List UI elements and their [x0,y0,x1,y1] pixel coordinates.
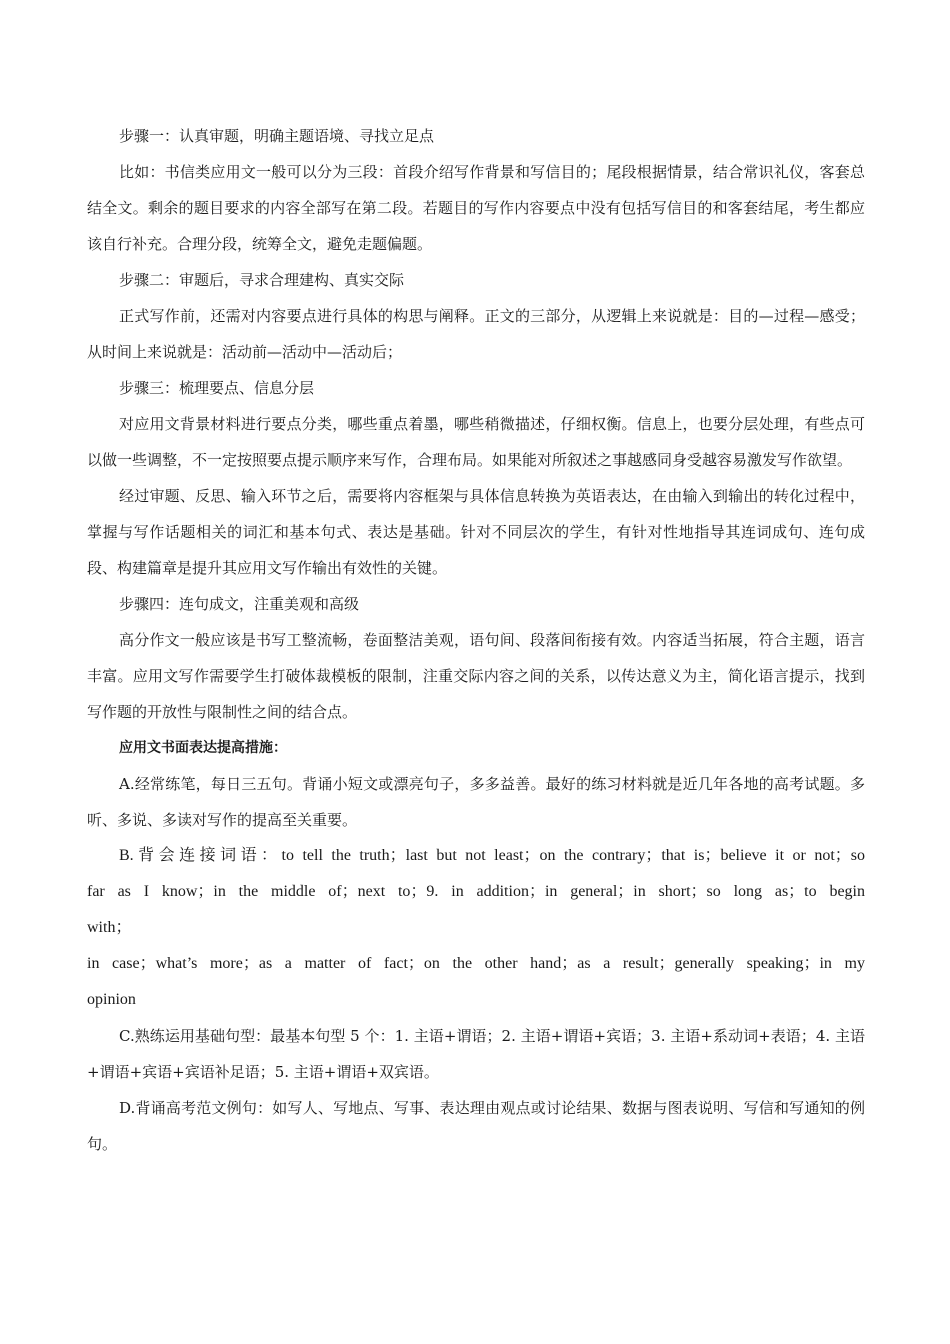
measure-b-line-5: opinion [87,991,136,1008]
step4-paragraph: 高分作文一般应该是书写工整流畅，卷面整洁美观，语句间、段落间衔接有效。内容适当拓展，符合主题，语言丰富。应用文写作需要学生打破体裁模板的限制，注重交际内容之间的关系，以传达意义为主，简化语言提示，找到写作题的开放性与限制性之间的结合点。 [87,631,865,721]
step1-prefix: 步骤一：认真审题， [119,127,255,145]
measure-b-line-3: with； [87,919,132,936]
step2-heading [87,262,865,298]
step4-prefix: 步骤四：连句成文， [119,595,255,613]
step3-heading [87,370,865,406]
step1-heading [87,118,865,154]
measures-title: 应用文书面表达提高措施： [119,740,287,756]
step4-title: 注重美观和高级 [254,595,360,613]
step2-title: 审题后，寻求合理建构、真实交际 [179,271,405,289]
step3-paragraph-2: 经过审题、反思、输入环节之后，需要将内容框架与具体信息转换为英语表达，在由输入到输出的转化过程中，掌握与写作话题相关的词汇和基本句式、表达是基础。针对不同层次的学生，有针对性地指导其连词成句、连句成段、构建篇章是提升其应用文写作输出有效性的关键。 [87,487,865,577]
step2-paragraph: 正式写作前，还需对内容要点进行具体的构思与阐释。正文的三部分，从逻辑上来说就是：目的—过程—感受；从时间上来说就是：活动前—活动中—活动后； [87,307,865,361]
step1-paragraph: 比如：书信类应用文一般可以分为三段：首段介绍写作背景和写信目的；尾段根据情景，结合常识礼仪，客套总结全文。剩余的题目要求的内容全部写在第二段。若题目的写作内容要点中没有包括写信目的和客套结尾，考生都应该自行补充。合理分段，统筹全文，避免走题偏题。 [87,163,865,253]
measure-a: A.经常练笔，每日三五句。背诵小短文或漂亮句子，多多益善。最好的练习材料就是近几年各地的高考试题。多听、多说、多读对写作的提高至关重要。 [87,775,865,829]
step3-title: 梳理要点、信息分层 [179,379,315,397]
step2-prefix: 步骤二： [119,271,180,289]
step4-heading [87,586,865,622]
measure-d: D.背诵高考范文例句：如写人、写地点、写事、表达理由观点或讨论结果、数据与图表说明、写信和写通知的例句。 [87,1099,865,1153]
document-page [87,118,865,1162]
measure-b-line-2: far as I know；in the middle of；next to；9. in addition；in general；in short；so long as；to begin [87,883,865,900]
step1-title: 明确主题语境、寻找立足点 [254,127,435,145]
measure-c: C.熟练运用基础句型：最基本句型 5 个：1. 主语+谓语；2. 主语+谓语+宾语；3. 主语+系动词+表语；4. 主语+谓语+宾语+宾语补足语；5. 主语+谓语+双宾语。 [87,1027,865,1081]
step3-paragraph-1: 对应用文背景材料进行要点分类，哪些重点着墨，哪些稍微描述，仔细权衡。信息上，也要分层处理，有些点可以做一些调整，不一定按照要点提示顺序来写作，合理布局。如果能对所叙述之事越感同身受越容易激发写作欲望。 [87,415,865,469]
measure-b-line-4: in case；what’s more；as a matter of fact；on the other hand；as a result；generally speaking；in my [87,955,865,972]
step3-prefix: 步骤三： [119,379,180,397]
measure-b-line-1: B.背会连接词语：to tell the truth；last but not least；on the contrary；that is；believe it or not；so [119,847,865,864]
